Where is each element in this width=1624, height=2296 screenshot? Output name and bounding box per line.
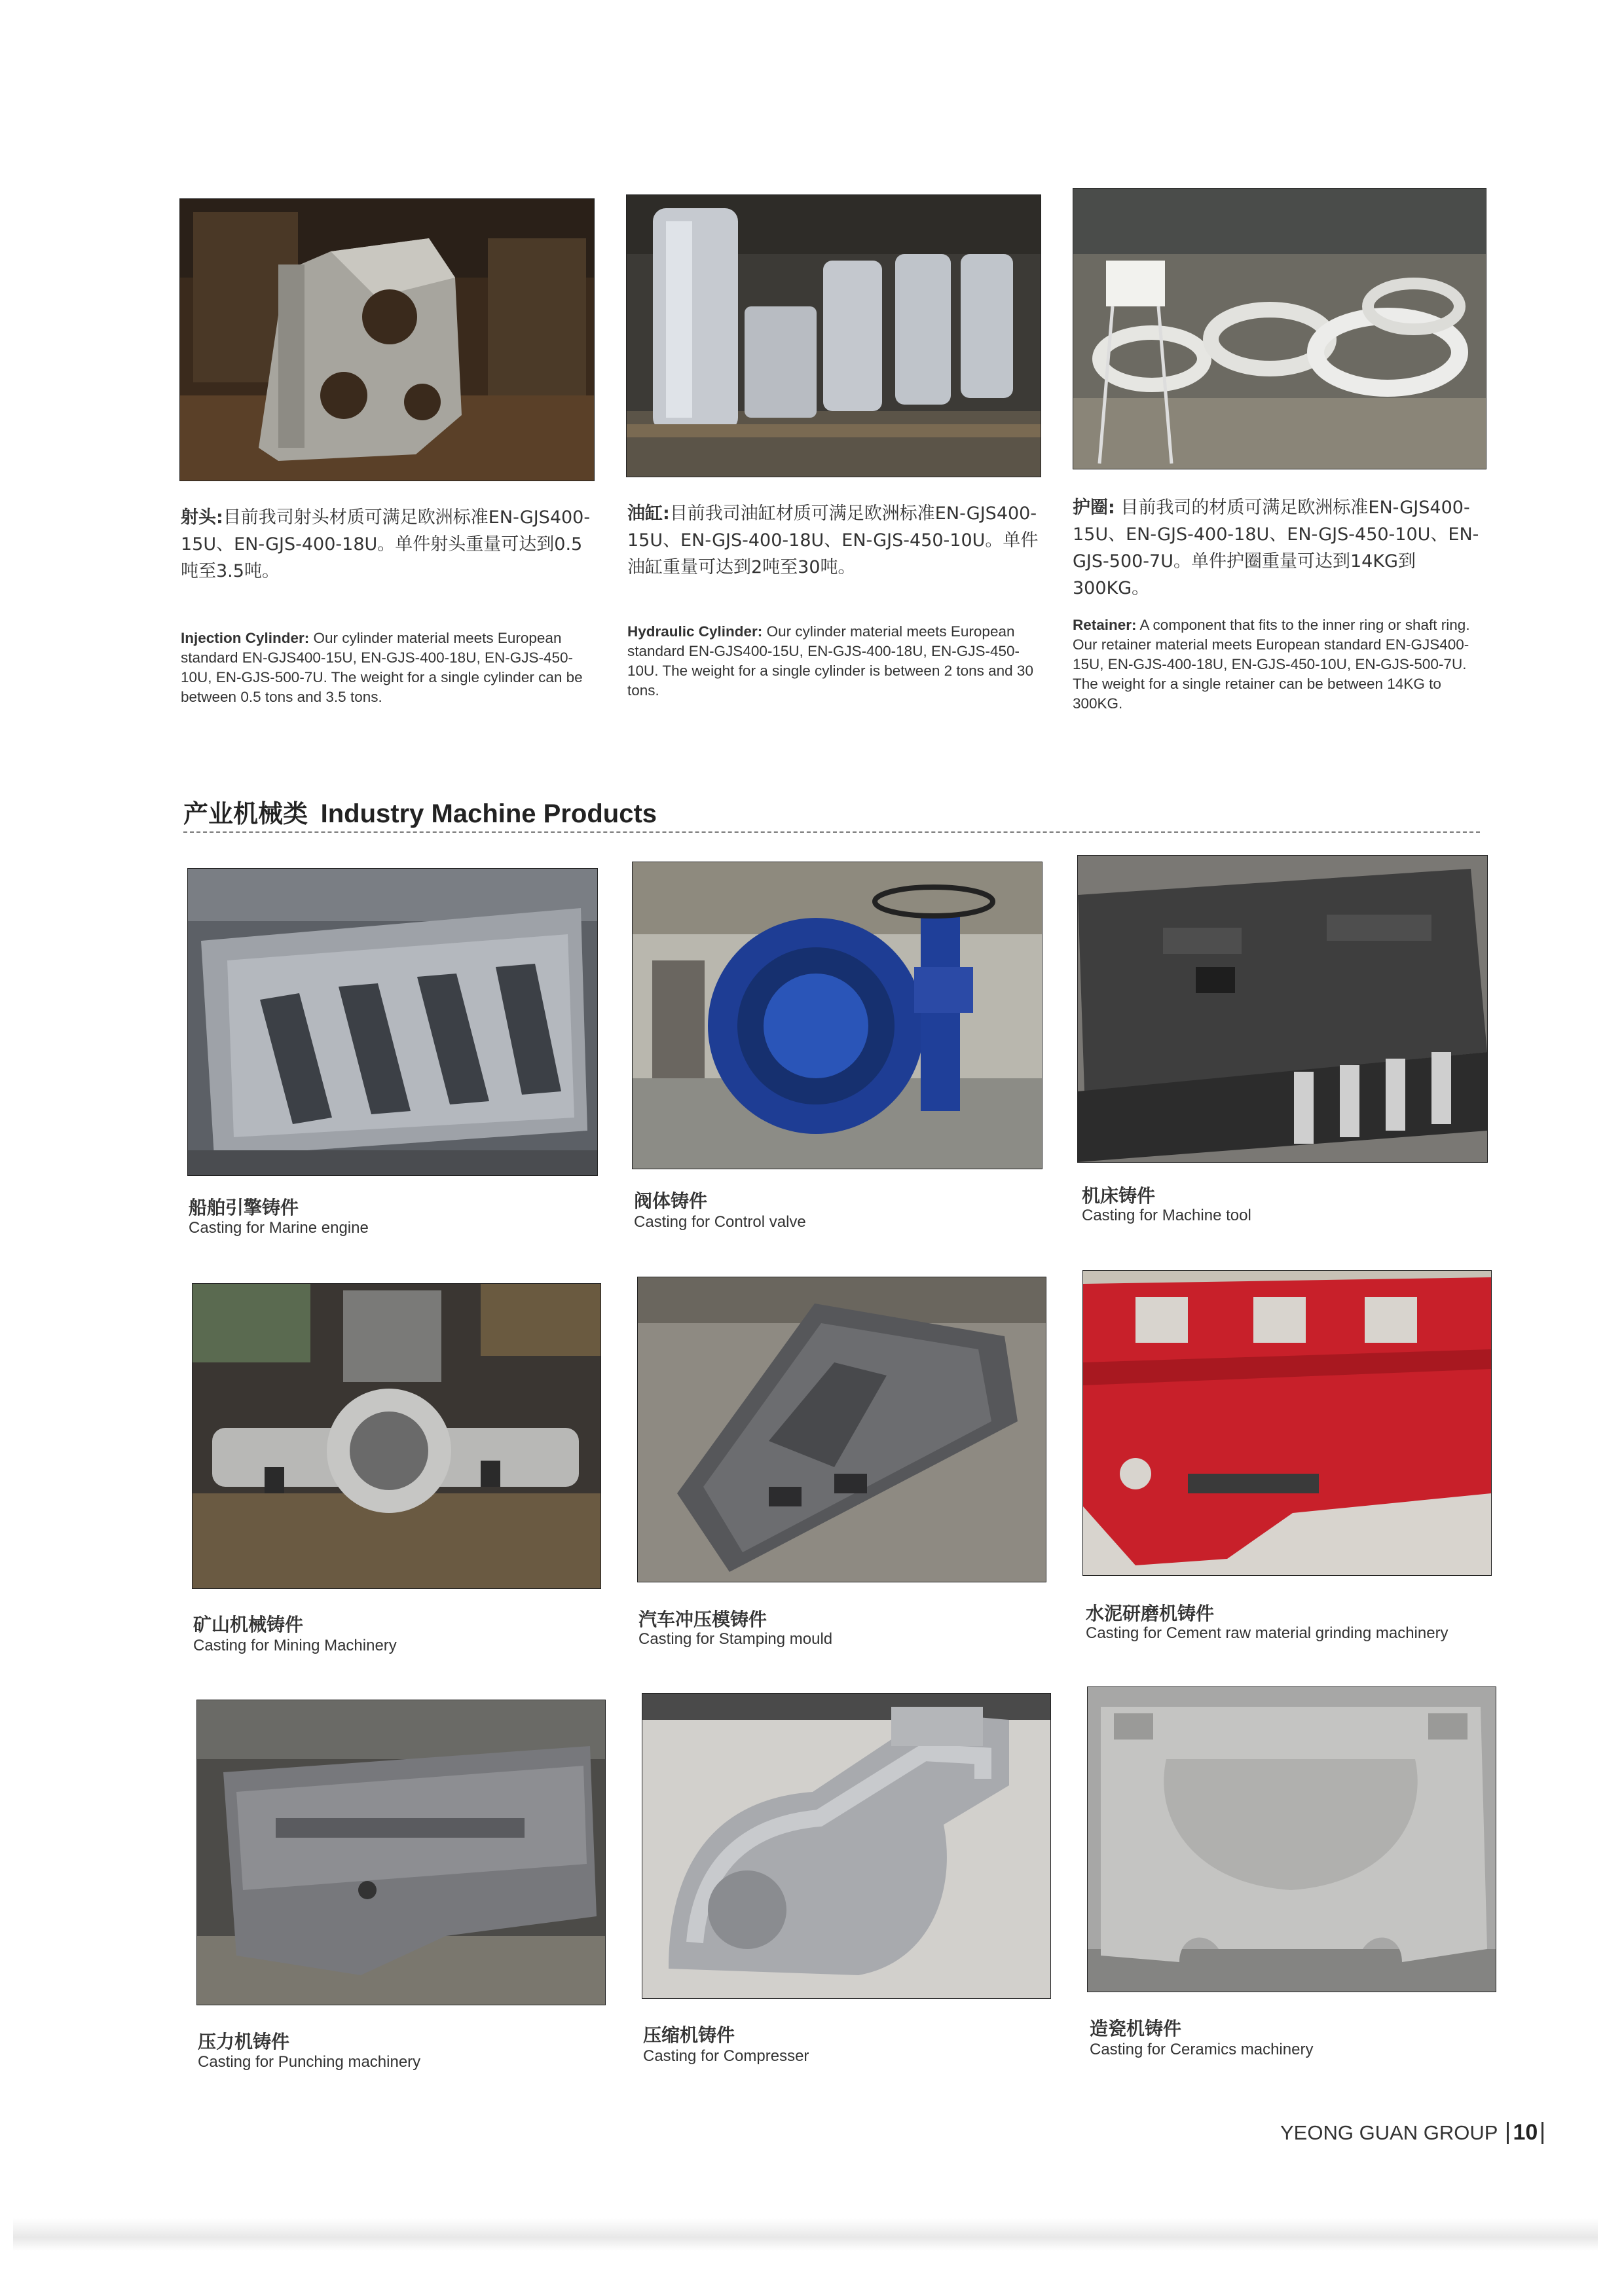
injection-cylinder-zh-label: 射头: xyxy=(181,507,223,528)
injection-cylinder-en-desc xyxy=(181,629,600,707)
stamping-mould-zh-caption: 汽车冲压模铸件 xyxy=(638,1609,767,1630)
section-divider xyxy=(183,831,1480,833)
page-number: 10 xyxy=(1513,2120,1538,2145)
hydraulic-cylinder-photo xyxy=(626,194,1041,477)
stamping-mould-en-caption: Casting for Stamping mould xyxy=(638,1630,833,1648)
hydraulic-cylinder-en-desc xyxy=(627,622,1046,701)
hydraulic-cylinder-zh-label: 油缸: xyxy=(627,503,670,524)
footer-brand: YEONG GUAN GROUP xyxy=(1280,2121,1498,2144)
cement-grinding-photo xyxy=(1082,1270,1492,1576)
compressor-zh-caption: 压缩机铸件 xyxy=(643,2024,735,2046)
punching-machinery-zh-caption: 压力机铸件 xyxy=(198,2031,290,2052)
machine-tool-photo xyxy=(1077,855,1488,1163)
control-valve-photo xyxy=(632,862,1043,1169)
punching-machinery-photo xyxy=(196,1700,606,2005)
ceramics-machinery-photo xyxy=(1087,1686,1496,1992)
stamping-mould-photo xyxy=(637,1277,1046,1582)
hydraulic-cylinder-zh-text: 目前我司油缸材质可满足欧洲标准EN-GJS400-15U、EN-GJS-400-18U、EN-GJS-450-10U。单件油缸重量可达到2吨至30吨。 xyxy=(627,503,1039,577)
injection-cylinder-zh-text: 目前我司射头材质可满足欧洲标准EN-GJS400-15U、EN-GJS-400-18U。单件射头重量可达到0.5吨至3.5吨。 xyxy=(181,507,591,581)
cement-grinding-zh-caption: 水泥研磨机铸件 xyxy=(1086,1603,1215,1624)
retainer-photo xyxy=(1073,188,1486,469)
retainer-en-text: A component that fits to the inner ring or shaft ring. Our retainer material meets European standard EN-GJS400-15U, EN-GJS-400-18U, EN-GJS-450-10U, EN-GJS-500-7U. The weight for a single retainer can be between 14KG to 300KG. xyxy=(1073,617,1470,712)
injection-cylinder-en-text: Our cylinder material meets European standard EN-GJS400-15U, EN-GJS-400-18U, EN-GJS-450-10U, EN-GJS-500-7U. The weight for a single cylinder can be between 0.5 tons and 3.5 tons. xyxy=(181,630,583,705)
footer-separator-left xyxy=(1507,2122,1509,2144)
compressor-en-caption: Casting for Compresser xyxy=(643,2047,809,2065)
scan-edge-shadow xyxy=(13,2218,1598,2251)
control-valve-zh-caption: 阀体铸件 xyxy=(634,1190,708,1212)
page-footer xyxy=(1280,2120,1543,2145)
marine-engine-photo xyxy=(187,868,598,1176)
section-title-en: Industry Machine Products xyxy=(320,799,657,828)
marine-engine-zh-caption: 船舶引擎铸件 xyxy=(189,1197,299,1218)
control-valve-en-caption: Casting for Control valve xyxy=(634,1213,806,1231)
injection-cylinder-zh-desc xyxy=(181,504,600,585)
hydraulic-cylinder-zh-desc xyxy=(627,500,1046,581)
mining-machinery-en-caption: Casting for Mining Machinery xyxy=(193,1637,397,1654)
ceramics-machinery-zh-caption: 造瓷机铸件 xyxy=(1090,2018,1182,2039)
cement-grinding-en-caption: Casting for Cement raw material grinding machinery xyxy=(1086,1624,1449,1642)
mining-machinery-photo xyxy=(192,1283,601,1589)
ceramics-machinery-en-caption: Casting for Ceramics machinery xyxy=(1090,2041,1314,2058)
retainer-zh-text: 目前我司的材质可满足欧洲标准EN-GJS400-15U、EN-GJS-400-18U、EN-GJS-450-10U、EN-GJS-500-7U。单件护圈重量可达到14KG到300KG。 xyxy=(1073,498,1479,598)
machine-tool-en-caption: Casting for Machine tool xyxy=(1082,1207,1251,1224)
section-title-zh: 产业机械类 xyxy=(183,799,308,828)
hydraulic-cylinder-en-text: Our cylinder material meets European standard EN-GJS400-15U, EN-GJS-400-18U, EN-GJS-450-10U. The weight for a single cylinder is between 2 tons and 30 tons. xyxy=(627,623,1033,699)
injection-cylinder-photo xyxy=(179,198,595,481)
retainer-en-label: Retainer: xyxy=(1073,617,1137,633)
marine-engine-en-caption: Casting for Marine engine xyxy=(189,1219,369,1237)
injection-cylinder-en-label: Injection Cylinder: xyxy=(181,630,310,646)
hydraulic-cylinder-en-label: Hydraulic Cylinder: xyxy=(627,623,763,640)
retainer-zh-label: 护圈: xyxy=(1073,498,1115,518)
retainer-en-desc xyxy=(1073,615,1492,714)
compressor-photo xyxy=(642,1693,1051,1999)
section-title xyxy=(183,793,657,829)
retainer-zh-desc xyxy=(1073,494,1492,602)
punching-machinery-en-caption: Casting for Punching machinery xyxy=(198,2053,421,2071)
machine-tool-zh-caption: 机床铸件 xyxy=(1082,1185,1156,1207)
mining-machinery-zh-caption: 矿山机械铸件 xyxy=(193,1614,304,1635)
footer-separator-right xyxy=(1541,2122,1543,2144)
